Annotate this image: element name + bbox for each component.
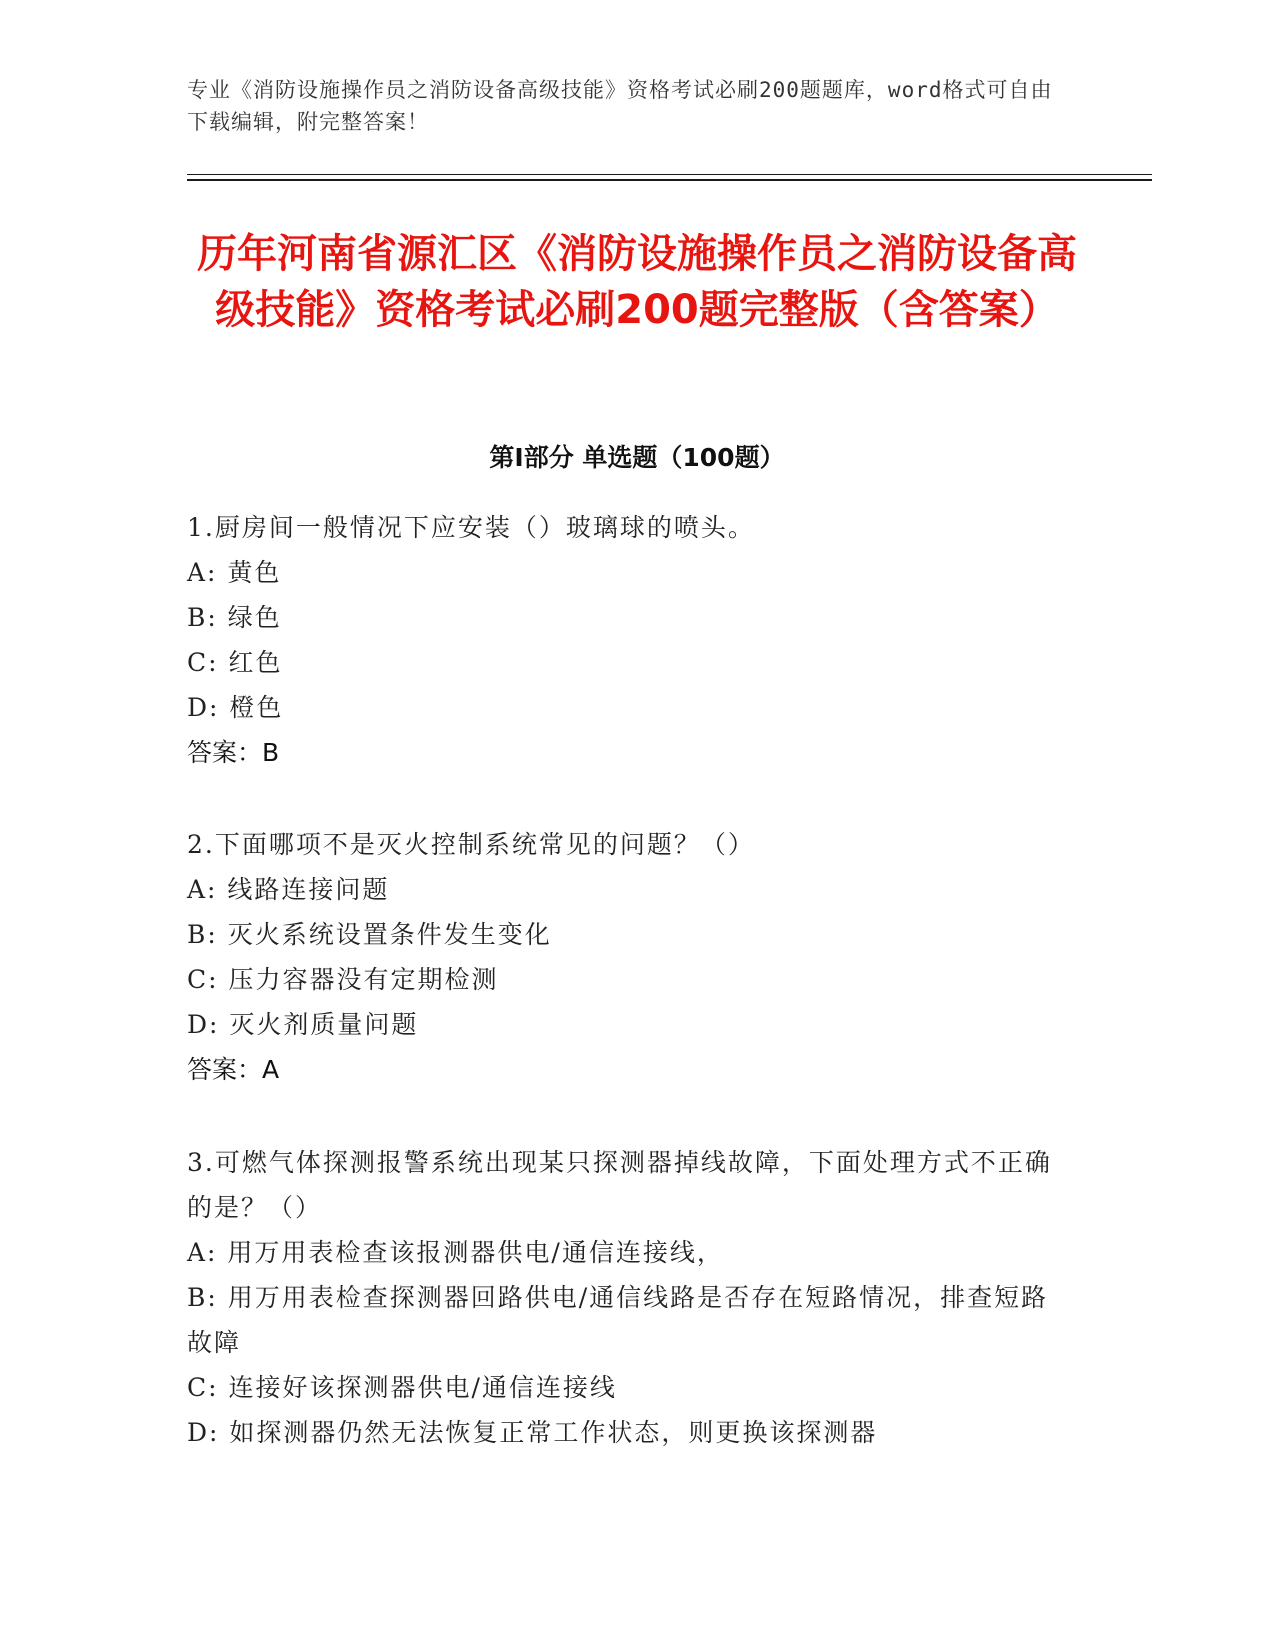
question-2 <box>187 822 1067 1092</box>
header-divider-thick <box>187 179 1152 181</box>
option-c: C: 红色 <box>187 648 283 677</box>
document-title: 历年河南省源汇区《消防设施操作员之消防设备高级技能》资格考试必刷200题完整版（含答案） <box>197 231 1077 333</box>
section-heading: 第Ⅰ部分 单选题（100题） <box>489 443 785 472</box>
question-1 <box>187 505 1067 775</box>
option-c: C: 压力容器没有定期检测 <box>187 965 499 994</box>
option-b: B: 绿色 <box>187 603 282 632</box>
answer: 答案：B <box>187 738 280 767</box>
question-stem: 3.可燃气体探测报警系统出现某只探测器掉线故障，下面处理方式不正确的是？（） <box>187 1148 1052 1222</box>
question-stem: 1.厨房间一般情况下应安装（）玻璃球的喷头。 <box>187 513 755 542</box>
option-d: D: 橙色 <box>187 693 284 722</box>
header-divider-thin <box>187 174 1152 175</box>
option-a: A: 用万用表检查该报测器供电/通信连接线， <box>187 1238 724 1267</box>
option-b: B: 灭火系统设置条件发生变化 <box>187 920 552 949</box>
question-3 <box>187 1140 1067 1455</box>
option-d: D: 灭火剂质量问题 <box>187 1010 419 1039</box>
answer: 答案：A <box>187 1055 280 1084</box>
option-d: D: 如探测器仍然无法恢复正常工作状态，则更换该探测器 <box>187 1418 878 1447</box>
option-a: A: 线路连接问题 <box>187 875 390 904</box>
header-note: 专业《消防设施操作员之消防设备高级技能》资格考试必刷200题题库，word格式可自由下载编辑，附完整答案！ <box>187 78 1053 134</box>
option-c: C: 连接好该探测器供电/通信连接线 <box>187 1373 617 1402</box>
option-a: A: 黄色 <box>187 558 282 587</box>
question-stem: 2.下面哪项不是灭火控制系统常见的问题？（） <box>187 830 755 859</box>
option-b: B: 用万用表检查探测器回路供电/通信线路是否存在短路情况，排查短路故障 <box>187 1283 1049 1357</box>
